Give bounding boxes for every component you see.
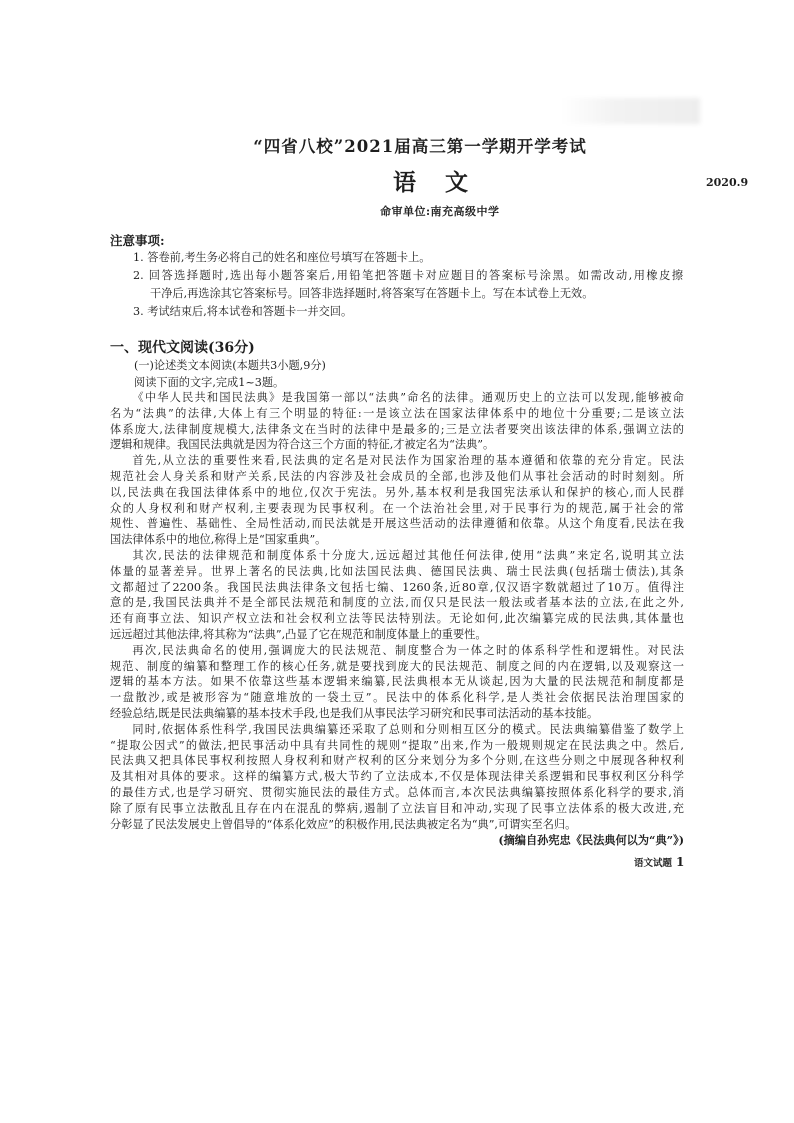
exam-unit: 命审单位:南充高级中学	[380, 205, 500, 218]
passage-line: 以,民法典在我国法律体系中的地位,仅次于宪法。另外,基本权利是我国宪法承认和保护的核心,而人民群	[110, 485, 684, 499]
notice-item-text: 回答选择题时,选出每小题答案后,用铅笔把答题卡对应题目的答案标号涂黑。如需改动,用橡皮擦	[148, 269, 683, 282]
passage-line: 其次,民法的法律规范和制度体系十分庞大,远远超过其他任何法律,使用“法典”来定名,说明其立法	[132, 548, 684, 562]
reading-passage	[110, 390, 684, 848]
notice-item	[133, 268, 683, 284]
exam-date: 2020.9	[706, 176, 749, 189]
passage-line: 《中华人民共和国民法典》是我国第一部以“法典”命名的法律。通观历史上的立法可以发现,能够被命	[132, 391, 684, 404]
passage-line: 的最佳方式,也是学习研究、贯彻实施民法的最佳方式。总体而言,本次民法典编纂按照体系化科学的要求,消	[110, 785, 684, 799]
passage-source: (摘编自孙宪忠《民法典何以为“典”》)	[498, 833, 684, 848]
passage-line: 民法典又把具体民事权利按照人身权利和财产权利的区分来划分为多个分则,在这些分则之中展现各种权利	[110, 754, 684, 768]
notice-heading: 注意事项:	[110, 233, 165, 248]
exam-title: “四省八校”2021届高三第一学期开学考试	[253, 137, 587, 156]
page-number: 1	[676, 855, 685, 869]
subject-title: 语文	[393, 169, 497, 196]
notice-item-number: 1.	[133, 251, 144, 264]
footer-label: 语文试题	[634, 858, 673, 869]
passage-line: 规性、普遍性、基础性、全局性活动,而民法就是开展这些活动的法律遵循和依靠。从这个角度看,民法在我	[110, 517, 684, 531]
passage-line: 体量的显著差异。世界上著名的民法典,比如法国民法典、德国民法典、瑞士民法典(包括瑞士债法),其条	[110, 564, 684, 578]
passage-line: 逻辑的基本方法。如果不依靠这些基本逻辑来编纂,民法典根本无从谈起,因为大量的民法规范和制度都是	[110, 675, 684, 689]
passage-line: 规范社会人身关系和财产关系,民法的内容涉及社会成员的全部,也涉及他们从事社会活动的时时刻刻。所	[110, 469, 684, 483]
passage-line: 除了原有民事立法散乱且存在内在混乱的弊病,遏制了立法盲目和冲动,实现了民事立法体系的极大改进,充	[110, 801, 684, 815]
passage-line: 一盘散沙,或是被形容为“随意堆放的一袋土豆”。民法中的体系化科学,是人类社会依据民法治理国家的	[110, 691, 684, 705]
section-subheading: (一)论述类文本阅读(本题共3小题,9分)	[134, 359, 326, 372]
passage-line: 意的是,我国民法典并不是全部民法规范和制度的立法,而仅只是民法一般法或者基本法的立法,在此之外,	[110, 596, 684, 610]
passage-line: 名为“法典”的法律,大体上有三个明显的特征:一是该立法在国家法律体系中的地位十分重要;二是该立法	[110, 406, 684, 420]
passage-line: “提取公因式”的做法,把民事活动中具有共同性的规则“提取”出来,作为一般规则规定在民法典之中。然后,	[110, 738, 684, 752]
section-heading: 一、现代文阅读(36分)	[110, 340, 255, 356]
passage-line: 远远超过其他法律,将其称为“法典”,凸显了它在规范和制度体量上的重要性。	[110, 627, 487, 641]
passage-line: 及其相对具体的要求。这样的编纂方式,极大节约了立法成本,不仅是体现法律关系逻辑和民事权利区分科学	[110, 770, 684, 784]
passage-line: 逻辑和规律。我国民法典就是因为符合这三个方面的特征,才被定名为“法典”。	[110, 438, 495, 452]
notice-item-continuation: 干净后,再选涂其它答案标号。回答非选择题时,将答案写在答题卡上。写在本试卷上无效。	[150, 287, 594, 300]
passage-line: 体系庞大,法律制度规模大,法律条文在当时的法律中是最多的;三是立法者要突出该法律的体系,强调立法的	[110, 422, 684, 436]
passage-line: 首先,从立法的重要性来看,民法典的定名是对民法作为国家治理的基本遵循和依靠的充分肯定。民法	[132, 454, 684, 468]
section-instruction: 阅读下面的文字,完成1~3题。	[134, 376, 285, 389]
notice-item	[133, 250, 431, 266]
passage-line: 分彰显了民法发展史上曾倡导的“体系化效应”的积极作用,民法典被定名为“典”,可谓实至名归。	[110, 817, 577, 831]
notice-item-text: 答卷前,考生务必将自己的姓名和座位号填写在答题卡上。	[147, 251, 431, 264]
notice-item	[133, 304, 352, 320]
notice-item-number: 3.	[133, 305, 144, 318]
passage-line: 再次,民法典命名的使用,强调庞大的民法规范、制度整合为一体之时的体系科学性和逻辑性。对民法	[132, 643, 684, 657]
passage-line: 经验总结,既是民法典编纂的基本技术手段,也是我们从事民法学习研究和民事司法活动的基本技能。	[110, 706, 599, 720]
passage-line: 同时,依据体系性科学,我国民法典编纂还采取了总则和分则相互区分的模式。民法典编纂借鉴了数学上	[132, 722, 684, 736]
passage-line: 文都超过了2200条。我国民法典法律条文包括七编、1260条,近80章,仅汉语字数就超过了10万。值得注	[110, 580, 684, 594]
notice-item-number: 2.	[133, 269, 144, 282]
scan-artifact	[560, 98, 700, 124]
notice-item-text: 考试结束后,将本试卷和答题卡一并交回。	[147, 305, 353, 318]
page-footer	[634, 855, 684, 869]
passage-line: 还有商事立法、知识产权立法和社会权利立法等民法特别法。无论如何,此次编纂完成的民法典,其体量也	[110, 612, 684, 626]
passage-line: 规范、制度的编纂和整理工作的核心任务,就是要找到庞大的民法规范、制度之间的内在逻辑,以及观察这一	[110, 659, 684, 673]
passage-line: 国法律体系中的地位,称得上是“国家重典”。	[110, 533, 327, 547]
passage-line: 众的人身权利和财产权利,主要表现为民事权利。在一个法治社会里,对于民事行为的规范,属于社会的常	[110, 501, 684, 515]
